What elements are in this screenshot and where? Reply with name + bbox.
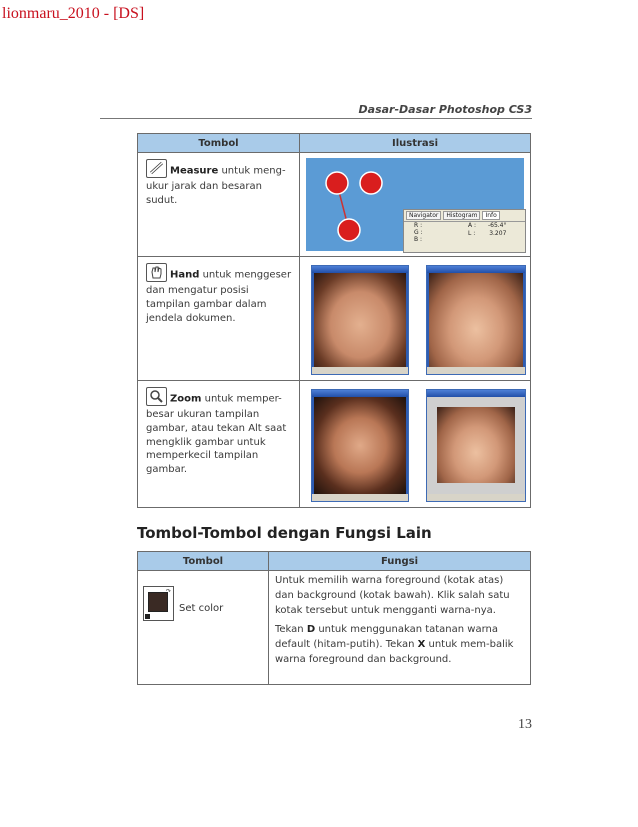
hand-icon [146,263,167,282]
tab-navigator[interactable]: Navigator [406,211,441,220]
info-length-value: 3.207 [489,230,507,237]
page-number: 13 [518,717,532,732]
set-color-function [269,571,531,685]
functions-table [137,551,531,685]
measure-desc: untuk meng-ukur jarak dan besaran sudut. [146,165,286,206]
running-head: Dasar-Dasar Photoshop CS3 [358,103,532,116]
info-g-label: G : [414,229,423,236]
color-swatch-icon [143,586,174,621]
hand-cell [138,257,300,381]
col-header-tombol: Tombol [138,552,269,571]
tools-table [137,133,531,508]
info-angle-label: A : [468,222,477,229]
zoom-label: Zoom [170,393,202,405]
set-color-cell [138,571,269,685]
col-header-fungsi: Fungsi [269,552,531,571]
table-row [138,571,531,685]
hand-desc: untuk menggeser dan mengatur posisi tampilan gambar dalam jendela dokumen. [146,269,292,324]
hand-label: Hand [170,269,200,281]
hand-illustration [300,257,531,381]
function-text-1: Untuk memilih warna foreground (kotak atas) dan background (kotak bawah). Klik salah satu kotak tersebut untuk mengganti warna-nya. [275,575,510,616]
col-header-ilustrasi: Ilustrasi [300,134,531,153]
section-heading: Tombol-Tombol dengan Fungsi Lain [137,524,432,542]
tab-info[interactable]: Info [482,211,499,220]
foreground-swatch [148,592,168,612]
col-header-tombol: Tombol [138,134,300,153]
swap-icon: ↷ [165,588,171,595]
photo-window [426,265,526,375]
table-row [138,153,531,257]
measure-illustration [300,153,531,257]
measure-point [360,172,382,194]
table-row [138,257,531,381]
watermark: lionmaru_2010 - [DS] [2,5,145,22]
info-panel [403,209,526,253]
tab-histogram[interactable]: Histogram [443,211,480,220]
info-length-label: L : [468,230,476,237]
info-b-label: B : [414,236,423,243]
photo-window [311,265,409,375]
info-r-label: R : [414,222,423,229]
info-angle-value: -65.4° [487,222,507,229]
photo-window [311,389,409,502]
set-color-label: Set color [179,603,224,614]
zoom-icon [146,387,167,406]
function-text-2: Tekan D untuk menggunakan tatanan warna default (hitam-putih). Tekan X untuk mem-balik warna foreground dan background. [275,624,514,665]
measure-point [338,219,360,241]
ruler-icon [146,159,167,178]
measure-point [326,172,348,194]
table-row [138,381,531,508]
header-rule [100,118,532,119]
zoom-cell [138,381,300,508]
zoom-desc: untuk memper-besar ukuran tampilan gambar, atau tekan Alt saat mengklik gambar untuk memperkecil tampilan gambar. [146,393,287,476]
photo-window [426,389,526,502]
measure-cell [138,153,300,257]
zoom-illustration [300,381,531,508]
default-colors-icon [145,614,150,619]
measure-label: Measure [170,165,219,177]
